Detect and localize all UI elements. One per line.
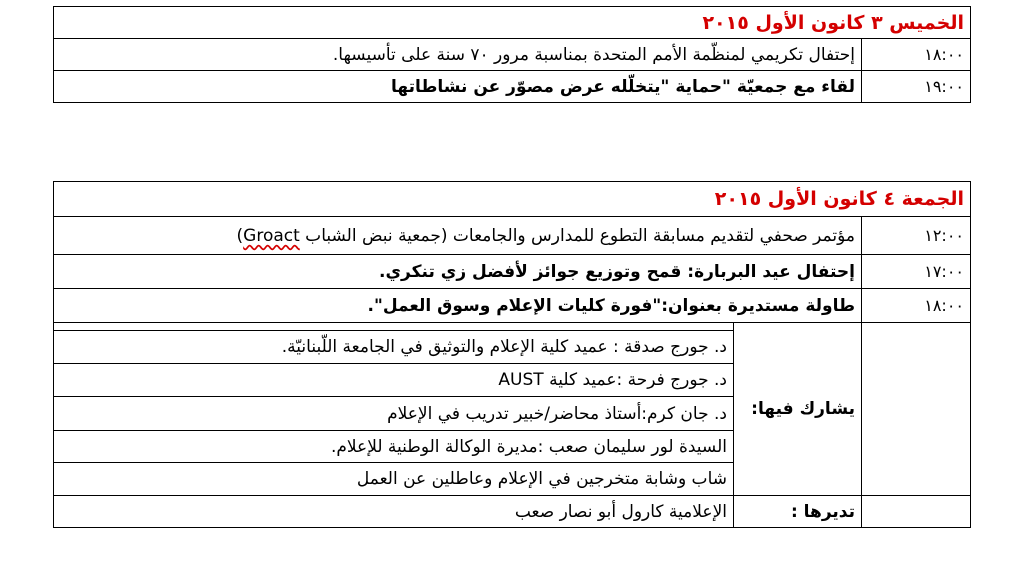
friday-row-1-time: ١٢:٠٠ [862, 217, 971, 255]
friday-row-1-text [54, 217, 862, 255]
friday-row-1-text-end: ) [236, 225, 244, 246]
thursday-row-2-time: ١٩:٠٠ [862, 71, 971, 103]
friday-row-1-text-latin: Groact [243, 225, 300, 246]
friday-schedule-table [53, 181, 971, 528]
friday-row-1-text-main: مؤتمر صحفي لتقديم مسابقة التطوع للمدارس والجامعات (جمعية نبض الشباب [299, 225, 855, 246]
participant-2: د. جورج فرحة :عميد كلية AUST [54, 364, 734, 397]
thursday-row-2-text: لقاء مع جمعيّة "حماية "يتخلّله عرض مصوّر عن نشاطاتها [54, 71, 862, 103]
friday-date-header: الجمعة ٤ كانون الأول ٢٠١٥ [54, 182, 971, 217]
friday-row-2-time: ١٧:٠٠ [862, 255, 971, 289]
participant-3: د. جان كرم:أستاذ محاضر/خبير تدريب في الإعلام [54, 397, 734, 431]
friday-row-3-text: طاولة مستديرة بعنوان:"فورة كليات الإعلام وسوق العمل". [54, 289, 862, 323]
moderator-name: الإعلامية كارول أبو نصار صعب [54, 496, 734, 528]
thursday-schedule-table [53, 6, 971, 103]
friday-row-3-time: ١٨:٠٠ [862, 289, 971, 323]
moderator-blank-cell [862, 496, 971, 528]
participants-blank-cell [862, 323, 971, 496]
thursday-row-1-time: ١٨:٠٠ [862, 39, 971, 71]
participants-spacer [54, 323, 734, 331]
participants-label: يشارك فيها: [734, 323, 862, 496]
participant-4: السيدة لور سليمان صعب :مديرة الوكالة الوطنية للإعلام. [54, 431, 734, 463]
moderator-label: تديرها : [734, 496, 862, 528]
friday-row-2-text: إحتفال عيد البربارة: قمح وتوزيع جوائز لأفضل زي تنكري. [54, 255, 862, 289]
thursday-date-header: الخميس ٣ كانون الأول ٢٠١٥ [54, 7, 971, 39]
participant-5: شاب وشابة متخرجين في الإعلام وعاطلين عن العمل [54, 463, 734, 496]
participant-1: د. جورج صدقة : عميد كلية الإعلام والتوثيق في الجامعة اللّبنانيّة. [54, 331, 734, 364]
thursday-row-1-text: إحتفال تكريمي لمنظّمة الأمم المتحدة بمناسبة مرور ٧٠ سنة على تأسيسها. [54, 39, 862, 71]
